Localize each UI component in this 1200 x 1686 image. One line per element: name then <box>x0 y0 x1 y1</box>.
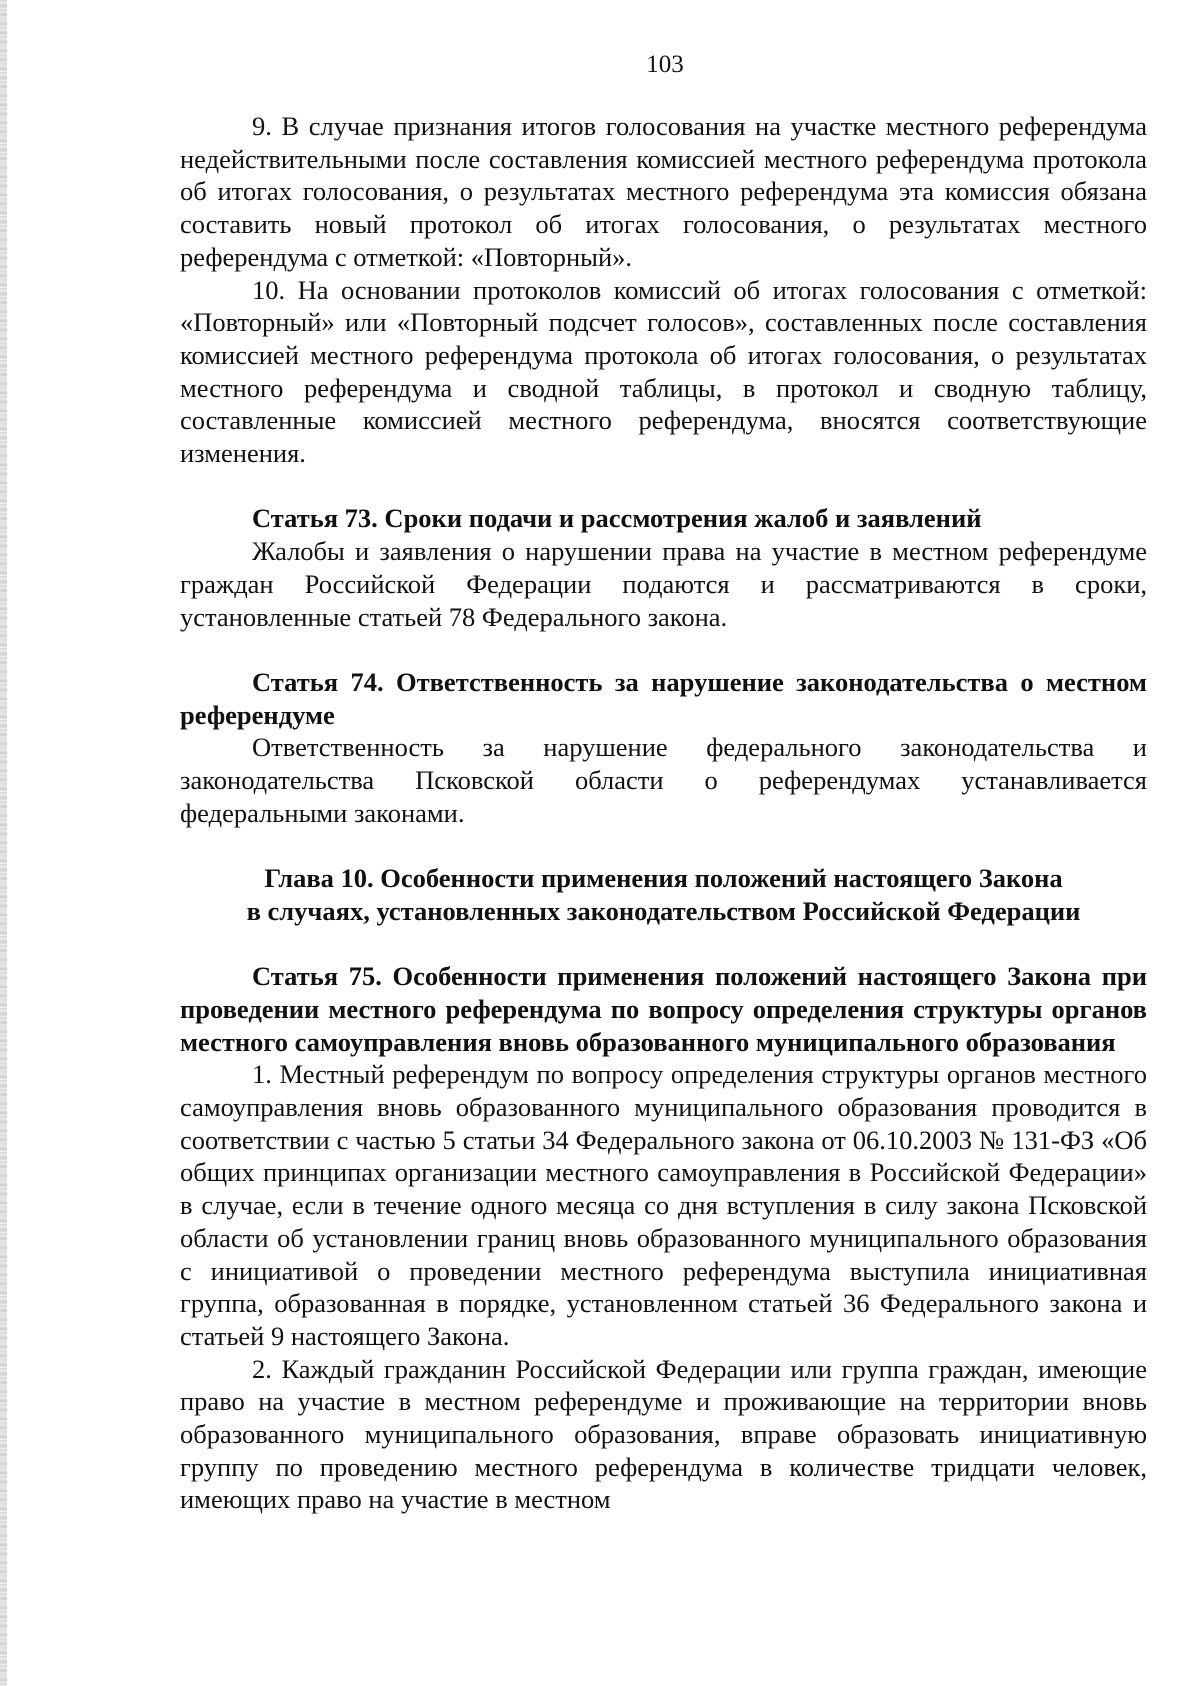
document-body <box>180 110 1147 1516</box>
section-spacer <box>180 829 1147 862</box>
paragraph: 2. Каждый гражданин Российской Федерации или группа граждан, имеющие право на участие в местном референдуме и проживающие на территории вновь образованного муниципального образования, вправе образовать инициативную группу по проведению местного референдума в количестве тридцати человек, имеющих право на участие в местном <box>180 1353 1147 1515</box>
paragraph: 9. В случае признания итогов голосования на участке местного референдума недействительными после составления комиссией местного референдума протокола об итогах голосования, о результатах местного референдума эта комиссия обязана составить новый протокол об итогах голосования, о результатах местного референдума с отметкой: «Повторный». <box>180 111 1147 272</box>
paragraph: 10. На основании протоколов комиссий об итогах голосования с отметкой: «Повторный» или «Повторный подсчет голосов», составленных после составления комиссией местного референдума протокола об итогах голосования, о результатах местного референдума и сводной таблицы, в протокол и сводную таблицу, составленные комиссией местного референдума, вносятся соответствующие изменения. <box>180 274 1147 469</box>
paragraph: Жалобы и заявления о нарушении права на участие в местном референдуме граждан Российской Федерации подаются и рассматриваются в сроки, установленные статьей 78 Федерального закона. <box>180 536 1147 632</box>
section-spacer <box>180 633 1147 666</box>
chapter-heading <box>180 862 1147 927</box>
paragraph: Ответственность за нарушение федерального законодательства и законодательства Псковской области о референдумах устанавливается федеральными законами. <box>180 732 1147 828</box>
article-heading: Статья 74. Ответственность за нарушение законодательства о местном референдуме <box>180 666 1147 730</box>
page-number: 103 <box>646 51 684 78</box>
section-spacer <box>180 470 1147 503</box>
chapter-heading-line: в случаях, установленных законодательством Российской Федерации <box>246 895 1081 926</box>
section-spacer <box>180 928 1147 961</box>
scan-edge <box>0 0 7 1686</box>
chapter-heading-line: Глава 10. Особенности применения положений настоящего Закона <box>264 863 1063 894</box>
paragraph: 1. Местный референдум по вопросу определения структуры органов местного самоуправления вновь образованного муниципального образования проводится в соответствии с частью 5 статьи 34 Федерального закона от 06.10.2003 № 131-ФЗ «Об общих принципах организации местного самоуправления в Российской Федерации» в случае, если в течение одного месяца со дня вступления в силу закона Псковской области об установлении границ вновь образованного муниципального образования с инициативой о проведении местного референдума выступила инициативная группа, образованная в порядке, установленном статьей 36 Федерального закона и статьей 9 настоящего Закона. <box>180 1059 1147 1351</box>
article-heading: Статья 75. Особенности применения положений настоящего Закона при проведении местного референдума по вопросу определения структуры органов местного самоуправления вновь образованного муниципального образования <box>180 961 1147 1057</box>
article-heading: Статья 73. Сроки подачи и рассмотрения жалоб и заявлений <box>252 503 982 534</box>
